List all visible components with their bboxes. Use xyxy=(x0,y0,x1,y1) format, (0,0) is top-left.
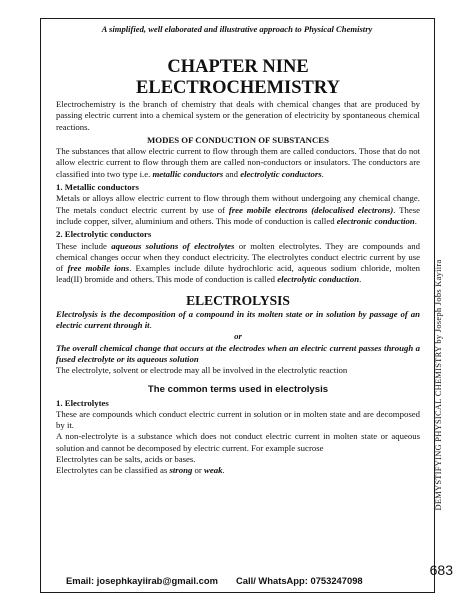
electrolytic-heading: 2. Electrolytic conductors xyxy=(56,229,152,240)
electrolytes-heading: 1. Electrolytes xyxy=(56,397,109,408)
electrolysis-definition-2: The overall chemical change that occurs at the electrodes when an electric current passes through a fused electrolyte or its aqueous solution xyxy=(56,342,420,364)
sidebar-book-title: DEMYSTIFYING PHYSICAL CHEMISTRY by Joseph Jobs Kayiira xyxy=(434,259,443,511)
electrolytes-paragraph-2: A non-electrolyte is a substance which does not conduct electric current in molten state or aqueous solution and cannot be decomposed by electric current. For example sucrose xyxy=(56,431,420,453)
modes-heading: MODES OF CONDUCTION OF SUBSTANCES xyxy=(147,134,329,145)
electrolytes-paragraph-4: Electrolytes can be classified as strong or weak. xyxy=(56,465,225,476)
electrolytes-paragraph-3: Electrolytes can be salts, acids or bases. xyxy=(56,454,196,465)
chapter-number: CHAPTER NINE xyxy=(167,57,309,77)
electrolysis-definition-1: Electrolysis is the decomposition of a compound in its molten state or in solution by passage of an electric current through it. xyxy=(56,308,420,331)
electrolysis-heading: ELECTROLYSIS xyxy=(186,292,290,308)
electrolysis-note: The electrolyte, solvent or electrode may all be involved in the electrolytic reaction xyxy=(56,365,348,376)
modes-paragraph: The substances that allow electric current to flow through them are called conductors. Those that do not allow electric current to flow through them are called non-conductors or insulators. The conductors are classified into two type i.e. metallic conductors and electrolytic conductors. xyxy=(56,146,420,179)
page-content xyxy=(56,57,420,477)
footer-email: Email: josephkayiirab@gmail.com xyxy=(66,575,218,586)
footer-phone: Call/ WhatsApp: 0753247098 xyxy=(236,575,363,586)
or-separator: or xyxy=(234,331,242,342)
page-number: 683 xyxy=(429,562,453,578)
intro-paragraph: Electrochemistry is the branch of chemistry that deals with chemical changes that are produced by passing electric current into a chemical system or the generation of electricity by spontaneous chemical reactions. xyxy=(56,99,420,132)
terms-heading: The common terms used in electrolysis xyxy=(147,383,329,395)
metallic-paragraph: Metals or alloys allow electric current to flow through them without undergoing any chemical change. The metals conduct electric current by use of free mobile electrons (delocalised electrons). These include copper, silver, aluminium and others. This mode of conduction is called electronic conduction. xyxy=(56,193,420,226)
metallic-heading: 1. Metallic conductors xyxy=(56,182,139,193)
electrolytes-paragraph-1: These are compounds which conduct electric current in solution or in molten state and are decomposed by it. xyxy=(56,408,420,431)
electrolytic-paragraph: These include aqueous solutions of electrolytes or molten electrolytes. They are compounds and chemical changes occur when they conduct electricity. The electrolytes conduct electric current by use of free mobile ions. Examples include dilute hydrochloric acid, aqueous sodium chloride, molten lead(II) bromide and others. This mode of conduction is called electrolytic conduction. xyxy=(56,240,420,285)
chapter-title: ELECTROCHEMISTRY xyxy=(136,78,340,98)
header-tagline: A simplified, well elaborated and illustrative approach to Physical Chemistry xyxy=(101,24,373,34)
